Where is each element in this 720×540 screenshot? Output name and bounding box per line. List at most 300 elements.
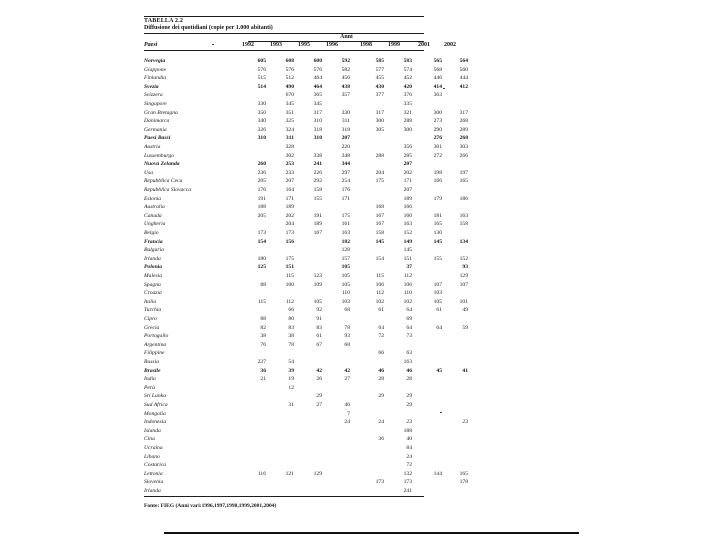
table-row	[144, 177, 468, 185]
cell-1998: 288	[375, 152, 384, 159]
cell-1995: 191	[313, 212, 322, 219]
cell-1996: 318	[341, 126, 350, 133]
years-header: Anni	[340, 34, 353, 40]
cell-2001: 130	[433, 230, 442, 236]
cell-1995: 600	[313, 58, 322, 64]
table-row	[144, 281, 468, 289]
cell-1993: 311	[285, 135, 294, 142]
cell-1993: 233	[285, 169, 294, 176]
cell-1998: 173	[375, 479, 384, 486]
table-row	[144, 392, 464, 400]
cell-2002: 93	[462, 264, 468, 271]
country-name: Nuova Zelanda	[144, 161, 180, 168]
country-name: Singapore	[144, 101, 167, 107]
cell-1996: 254	[341, 178, 350, 185]
cell-1993: 207	[285, 178, 294, 185]
table-row	[144, 74, 468, 82]
country-name: Danimarca	[144, 118, 170, 125]
cell-1992: 154	[257, 238, 266, 245]
table-row	[144, 444, 464, 452]
cell-1992: 205	[257, 212, 266, 219]
table-row	[144, 453, 464, 461]
cell-1993: 80	[288, 316, 294, 322]
cell-1999: 171	[403, 178, 412, 185]
cell-1992: 340	[257, 118, 266, 125]
header-rule	[144, 50, 424, 51]
cell-1993: 54	[288, 359, 294, 365]
cell-2002: 178	[459, 479, 468, 486]
cell-1993: 171	[285, 195, 294, 202]
source-note: Fonte: FIEG (Anni vari:1996,1997,1998,1999,2001,2004)	[144, 503, 277, 509]
cell-1995: 109	[313, 281, 322, 288]
table-row	[144, 349, 464, 357]
table-row	[144, 169, 468, 177]
cell-1999: 321	[403, 109, 412, 116]
country-name: Russia	[144, 359, 159, 365]
table-row	[144, 470, 468, 478]
country-name: Repubblica Slovacca	[144, 187, 192, 193]
cell-1996: 93	[344, 333, 350, 340]
cell-1993: 189	[285, 204, 294, 211]
cell-1999: 73	[406, 333, 412, 340]
table-row	[144, 367, 468, 375]
table-row	[144, 195, 468, 203]
cell-1999: 102	[403, 298, 412, 305]
cell-1993: 608	[285, 58, 294, 64]
table-row	[144, 109, 468, 117]
cell-1992: 115	[257, 298, 266, 305]
cell-1992: 310	[257, 135, 266, 142]
scan-speck	[212, 44, 214, 45]
cell-2002: 317	[459, 109, 468, 116]
cell-1993: 38	[288, 333, 294, 340]
cell-1995: 27	[316, 402, 322, 408]
cell-1995: 226	[313, 169, 322, 176]
cell-1999: 207	[403, 161, 412, 168]
cell-1999: 37	[406, 264, 412, 271]
cell-2002: 165	[459, 470, 468, 477]
table-row	[144, 238, 468, 246]
cell-1999: 285	[403, 152, 412, 159]
cell-1999: 166	[403, 204, 412, 211]
cell-1998: 61	[378, 307, 384, 314]
cell-1996: 105	[341, 281, 350, 288]
table-title: Diffusione dei quotidiani (copie per 1.000 abitanti)	[144, 25, 273, 31]
country-name: Argentina	[144, 341, 167, 348]
cell-1993: 19	[288, 376, 294, 383]
cell-1992: 237	[257, 359, 266, 365]
table-row	[144, 478, 468, 486]
cell-2001: 179	[433, 195, 442, 202]
cell-1999: 335	[403, 101, 412, 107]
table-row	[144, 410, 464, 418]
cell-2002: 289	[459, 126, 468, 133]
cell-1998: 430	[375, 83, 384, 90]
cell-1993: 12	[288, 384, 294, 391]
cell-1993: 175	[285, 255, 294, 262]
title-rule	[144, 33, 424, 34]
cell-1998: 106	[375, 281, 384, 288]
table-row	[144, 160, 464, 168]
cell-2002: 107	[459, 281, 468, 288]
cell-1992: 605	[257, 58, 266, 64]
country-name: Sud Africa	[144, 402, 168, 408]
table-row	[144, 315, 464, 323]
country-name: India	[144, 376, 156, 383]
cell-1992: 125	[257, 264, 266, 271]
table-row	[144, 298, 468, 306]
cell-1996: 105	[341, 273, 350, 279]
table-label: TABELLA 2.2	[144, 18, 184, 24]
cell-1999: 152	[403, 230, 412, 236]
cell-2002: 129	[459, 273, 468, 279]
cell-1996: 103	[341, 298, 350, 305]
cell-1996: 220	[341, 144, 350, 150]
cell-1992: 173	[257, 230, 266, 236]
table-row	[144, 487, 464, 495]
country-name: Cina	[144, 436, 155, 443]
cell-1995: 91	[316, 316, 322, 322]
year-header-2001: 2001	[418, 42, 430, 48]
cell-2002: 101	[459, 298, 468, 305]
country-name: Irlanda	[144, 255, 161, 262]
country-name: Estonia	[144, 195, 162, 202]
cell-2002: 560	[459, 66, 468, 73]
cell-1993: 83	[288, 324, 294, 331]
cell-1998: 36	[378, 436, 384, 443]
cell-1995: 92	[316, 307, 322, 314]
cell-2001: 64	[436, 324, 442, 331]
table-row	[144, 117, 468, 125]
cell-1993: 351	[285, 109, 294, 116]
cell-1998: 305	[375, 126, 384, 133]
cell-1996: 46	[344, 402, 350, 408]
cell-1999: 46	[406, 367, 412, 374]
cell-1999: 24	[406, 453, 412, 460]
table-row	[144, 229, 464, 237]
cell-2001: 198	[433, 169, 442, 176]
country-name: Svizzera	[144, 92, 163, 99]
table-row	[144, 186, 464, 194]
cell-1992: 36	[260, 367, 266, 374]
country-name: Ucraina	[144, 445, 163, 451]
cell-1993: 100	[285, 281, 294, 288]
cell-2001: 276	[433, 135, 442, 142]
country-name: Francia	[144, 238, 163, 245]
cell-1996: 110	[341, 290, 350, 297]
cell-1999: 28	[406, 376, 412, 383]
country-name: Perù	[144, 384, 155, 391]
cell-2001: 363	[433, 92, 442, 99]
table-row	[144, 384, 464, 392]
cell-1999: 188	[403, 427, 412, 434]
country-name: Costarica	[144, 462, 167, 469]
cell-1996: 105	[341, 264, 350, 271]
cell-2001: 272	[433, 152, 442, 159]
cell-2002: 59	[462, 324, 468, 331]
cell-1999: 207	[403, 187, 412, 193]
country-name: Libano	[144, 453, 160, 460]
cell-1999: 202	[403, 169, 412, 176]
cell-1998: 300	[375, 118, 384, 125]
cell-1993: 115	[285, 273, 294, 279]
table-row	[144, 126, 468, 134]
cell-1998: 64	[378, 324, 384, 331]
cell-1999: 452	[403, 75, 412, 82]
cell-1999: 356	[403, 144, 412, 150]
table-row	[144, 91, 464, 99]
cell-1999: 149	[403, 238, 412, 245]
year-header-1993: 1993	[270, 42, 282, 48]
cell-1992: 88	[260, 281, 266, 288]
table-row	[144, 418, 468, 426]
cell-1999: 574	[403, 66, 412, 73]
cell-1995: 292	[313, 178, 322, 185]
cell-1999: 173	[403, 479, 412, 486]
cell-1993: 66	[288, 307, 294, 314]
cell-1999: 23	[406, 419, 412, 426]
cell-1999: 151	[403, 255, 412, 262]
cell-1998: 112	[375, 290, 384, 297]
country-name: Spagna	[144, 281, 161, 288]
table-row	[144, 83, 468, 91]
cell-1993: 670	[285, 92, 294, 99]
cell-1996: 24	[344, 419, 350, 426]
cell-2001: 61	[436, 307, 442, 314]
table-row	[144, 272, 468, 280]
cell-1999: 163	[403, 359, 412, 365]
cell-1995: 29	[316, 393, 322, 400]
cell-1995: 123	[313, 273, 322, 279]
table-row	[144, 152, 468, 160]
cell-1993: 302	[285, 152, 294, 159]
cell-1998: 145	[375, 238, 384, 245]
cell-2001: 145	[433, 238, 442, 245]
country-name: Austria	[144, 144, 161, 150]
cell-2001: 155	[433, 255, 442, 262]
country-name: Norvegia	[144, 58, 166, 64]
cell-1998: 167	[375, 221, 384, 228]
cell-2002: 444	[459, 75, 468, 82]
cell-2001: 414	[433, 83, 442, 90]
cell-1999: 300	[403, 126, 412, 133]
cell-2001: 181	[433, 212, 442, 219]
cell-1995: 345	[313, 101, 322, 107]
cell-1992: 76	[260, 341, 266, 348]
cell-1995: 365	[313, 92, 322, 99]
country-name: Slovenia	[144, 479, 164, 486]
cell-1992: 330	[257, 101, 266, 107]
table-row	[144, 57, 468, 65]
country-name: Sri Lanka	[144, 393, 166, 400]
cell-1993: 204	[285, 221, 294, 228]
table-row	[144, 66, 468, 74]
cell-1998: 204	[375, 169, 384, 176]
cell-2002: 49	[462, 307, 468, 314]
table-row	[144, 212, 468, 220]
table-row	[144, 100, 464, 108]
cell-1995: 310	[313, 118, 322, 125]
table-row	[144, 427, 464, 435]
cell-2002: 41	[462, 367, 468, 374]
cell-1998: 167	[375, 212, 384, 219]
country-name: Portogallo	[144, 333, 169, 340]
table-row	[144, 306, 468, 314]
cell-1995: 310	[313, 135, 322, 142]
cell-1998: 455	[375, 75, 384, 82]
cell-2002: 152	[459, 255, 468, 262]
country-name: Germania	[144, 126, 167, 133]
country-name: Grecia	[144, 324, 160, 331]
country-name: Svezia	[144, 83, 159, 90]
cell-1992: 576	[257, 66, 266, 73]
table-row	[144, 289, 464, 297]
cell-1996: 27	[344, 376, 350, 383]
cell-1996: 176	[341, 187, 350, 193]
cell-2002: 266	[459, 152, 468, 159]
cell-1995: 317	[313, 109, 322, 116]
cell-1999: 40	[406, 436, 412, 443]
table-row	[144, 435, 464, 443]
cell-1996: 78	[344, 324, 350, 331]
cell-1999: 64	[406, 324, 412, 331]
cell-1992: 116	[257, 470, 266, 477]
cell-2002: 186	[459, 195, 468, 202]
cell-2001: 166	[433, 178, 442, 185]
cell-2002: 268	[459, 135, 468, 142]
cell-1999: 29	[406, 402, 412, 408]
cell-1993: 78	[288, 341, 294, 348]
cell-1999: 64	[406, 307, 412, 314]
cell-1995: 464	[313, 75, 322, 82]
table-row	[144, 461, 464, 469]
table-row	[144, 341, 464, 349]
cell-1995: 338	[313, 152, 322, 159]
cell-1999: 112	[403, 273, 412, 279]
cell-1992: 188	[257, 204, 266, 211]
cell-1993: 112	[285, 298, 294, 305]
cell-2001: 568	[433, 66, 442, 73]
country-name: Bulgaria	[144, 247, 164, 254]
cell-1992: 326	[257, 126, 266, 133]
cell-2002: 303	[459, 144, 468, 150]
cell-1995: 105	[313, 298, 322, 305]
table-row	[144, 358, 464, 366]
cell-1995: 158	[313, 187, 322, 193]
country-name: Lussemburgo	[144, 152, 174, 159]
country-name: Australia	[144, 204, 165, 211]
cell-1999: 241	[403, 488, 412, 494]
cell-1993: 512	[285, 75, 294, 82]
cell-1996: 157	[341, 255, 350, 262]
country-name: Indonesia	[144, 419, 167, 426]
country-name: Giappone	[144, 66, 167, 73]
cell-2002: 134	[459, 238, 468, 245]
country-name: Lettonia	[144, 470, 163, 477]
cell-1999: 69	[406, 316, 412, 322]
cell-1996: 592	[341, 58, 350, 64]
table-row	[144, 220, 468, 228]
cell-1999: 63	[406, 350, 412, 357]
cell-1998: 168	[375, 204, 384, 211]
cell-2001: 290	[433, 126, 442, 133]
cell-1995: 42	[316, 367, 322, 374]
table-row	[144, 263, 468, 271]
table-row	[144, 255, 468, 263]
scan-speck	[443, 88, 445, 89]
country-name: Brasile	[144, 367, 161, 374]
country-name: Polonia	[144, 264, 163, 271]
cell-1995: 189	[313, 221, 322, 228]
country-name: Finlandia	[144, 75, 167, 82]
cell-1992: 205	[257, 178, 266, 185]
year-header-1995: 1995	[298, 42, 310, 48]
country-name: Repubblica Ceca	[144, 178, 183, 185]
cell-1992: 514	[257, 83, 266, 90]
cell-1998: 377	[375, 92, 384, 99]
cell-1995: 61	[316, 333, 322, 340]
cell-1999: 160	[403, 212, 412, 219]
country-name: Irlanda	[144, 488, 161, 494]
country-name: Mongolia	[144, 410, 166, 417]
cell-1995: 318	[313, 126, 322, 133]
cell-1998: 66	[378, 350, 384, 357]
table-row	[144, 324, 468, 332]
cell-2001: 300	[433, 109, 442, 116]
cell-1996: 68	[344, 341, 350, 348]
cell-1993: 324	[285, 126, 294, 133]
cell-1995: 129	[313, 470, 322, 477]
cell-1993: 328	[285, 144, 294, 150]
cell-1993: 39	[288, 367, 294, 374]
cell-1999: 110	[403, 290, 412, 297]
country-name: Islanda	[144, 427, 161, 434]
cell-1998: 72	[378, 333, 384, 340]
cell-2001: 105	[433, 298, 442, 305]
cell-1993: 173	[285, 230, 294, 236]
cell-1999: 376	[403, 92, 412, 99]
cell-2001: 144	[433, 470, 442, 477]
cell-1995: 464	[313, 83, 322, 90]
table-row	[144, 401, 464, 409]
cell-1992: 350	[257, 109, 266, 116]
cell-1992: 21	[260, 376, 266, 383]
cell-2001: 165	[433, 221, 442, 228]
country-name: Cipro	[144, 316, 157, 322]
cell-1993: 121	[285, 470, 294, 477]
cell-1996: 357	[341, 92, 350, 99]
cell-2002: 23	[462, 419, 468, 426]
country-column-header: Paesi	[144, 42, 158, 48]
top-rule	[144, 16, 424, 17]
cell-1996: 582	[341, 66, 350, 73]
cell-1993: 325	[285, 118, 294, 125]
cell-2002: 163	[459, 212, 468, 219]
cell-1996: 456	[341, 75, 350, 82]
cell-1993: 490	[285, 83, 294, 90]
year-header-2002: 2002	[444, 42, 456, 48]
cell-1999: 420	[403, 83, 412, 90]
cell-1999: 583	[403, 58, 412, 64]
country-name: Filippine	[144, 350, 165, 357]
cell-1996: 163	[341, 230, 350, 236]
cell-1998: 317	[375, 109, 384, 116]
cell-1992: 88	[260, 316, 266, 322]
cell-2001: 103	[433, 290, 442, 297]
cell-1995: 67	[316, 341, 322, 348]
cell-1995: 576	[313, 66, 322, 73]
cell-1998: 102	[375, 298, 384, 305]
